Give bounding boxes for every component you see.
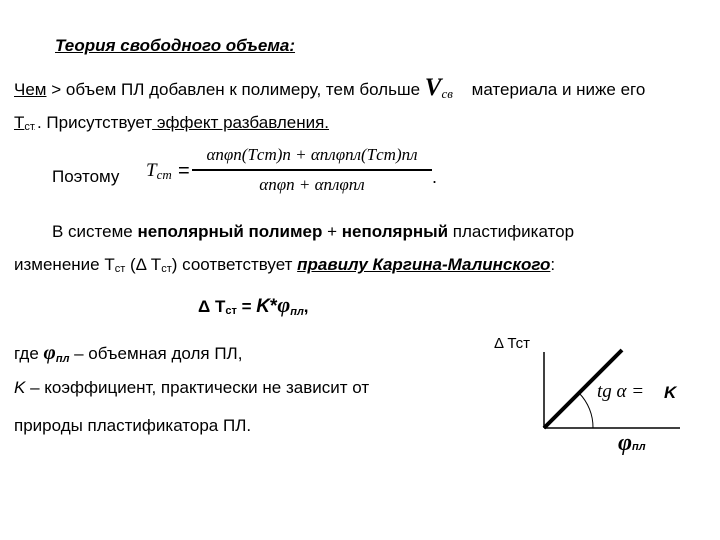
line2-text-end: эффект разбавления. xyxy=(152,113,330,132)
rule-line-sub1: ст xyxy=(114,263,126,275)
graph-slope-label: tg α = xyxy=(597,381,645,402)
main-formula-equals: = xyxy=(236,297,257,316)
graph-y-label: Δ Тст xyxy=(494,335,531,352)
where-line-end: – объемная доля ПЛ, xyxy=(69,344,243,363)
line1-end: материала и ниже его xyxy=(466,80,646,99)
rule-line-colon: : xyxy=(550,255,556,274)
formula-numerator: αпφп(Tст)п + αплφпл(Tст)пл xyxy=(206,145,418,164)
rule-line-paren: (Δ Т xyxy=(125,255,162,274)
rule-line-end: ) соответствует xyxy=(171,255,298,274)
graph-angle-arc xyxy=(579,393,593,428)
formula-denominator: αпφп + αплφпл xyxy=(259,174,365,194)
main-formula-phi-subscript: пл xyxy=(290,306,304,318)
rule-line-start: изменение Т xyxy=(14,255,115,274)
formula-lhs-letter: T xyxy=(146,160,157,181)
rule-line xyxy=(14,255,555,275)
k-line xyxy=(14,378,369,398)
free-volume-symbol: V xyxy=(424,74,442,101)
system-line-polymer: неполярный полимер xyxy=(137,222,323,241)
line1-mid: > объем ПЛ добавлен к полимеру, тем больше xyxy=(51,80,421,99)
system-line-start: В системе xyxy=(52,222,138,241)
line1-start: Чем xyxy=(14,80,47,99)
formula-fraction xyxy=(192,145,432,195)
kargin-malinsky-rule: правилу Каргина-Малинского xyxy=(297,255,551,274)
main-formula-k: K xyxy=(256,296,270,317)
graph-x-label xyxy=(618,430,646,457)
system-line-plus: + xyxy=(322,222,342,241)
where-line-phi-subscript: пл xyxy=(55,353,70,365)
graph-slope-k: K xyxy=(664,383,677,402)
main-formula-phi: φ xyxy=(277,292,291,317)
where-line xyxy=(14,340,242,365)
main-formula-star: * xyxy=(269,296,278,317)
text-line-2 xyxy=(14,113,329,133)
system-line-end: пластификатор xyxy=(448,222,575,241)
free-volume-subscript: св xyxy=(441,86,453,101)
last-line: природы пластификатора ПЛ. xyxy=(14,416,252,435)
formula-prefix: Поэтому xyxy=(52,167,120,186)
text-line-1 xyxy=(14,74,645,102)
main-formula-delta: Δ Т xyxy=(198,297,226,316)
system-line-nonpolar: неполярный xyxy=(341,222,449,241)
period: . xyxy=(36,113,42,132)
graph-x-subscript: пл xyxy=(632,441,646,453)
formula-lhs-subscript: ст xyxy=(156,167,172,182)
k-line-end: – коэффициент, практически не зависит от xyxy=(25,378,370,397)
glass-temp-symbol xyxy=(14,113,35,132)
system-line xyxy=(52,222,574,242)
where-line-start: где xyxy=(14,344,44,363)
main-formula-comma: , xyxy=(303,297,309,316)
graph-x-phi: φ xyxy=(618,430,633,456)
formula-period: . xyxy=(432,167,438,187)
glass-temp-subscript: ст xyxy=(24,121,35,133)
formula-lhs xyxy=(146,160,172,183)
formula-equals: = xyxy=(178,160,190,182)
rule-line-sub2: ст xyxy=(161,263,172,275)
where-line-phi: φ xyxy=(43,340,56,364)
fraction-bar xyxy=(192,169,432,171)
line2-text-start: Присутствует xyxy=(46,113,153,132)
page-title: Теория свободного объема: xyxy=(55,36,296,55)
glass-temp-letter: T xyxy=(14,113,25,132)
main-formula-subscript: ст xyxy=(225,305,237,317)
k-line-k: K xyxy=(14,378,26,397)
main-formula xyxy=(198,292,309,318)
